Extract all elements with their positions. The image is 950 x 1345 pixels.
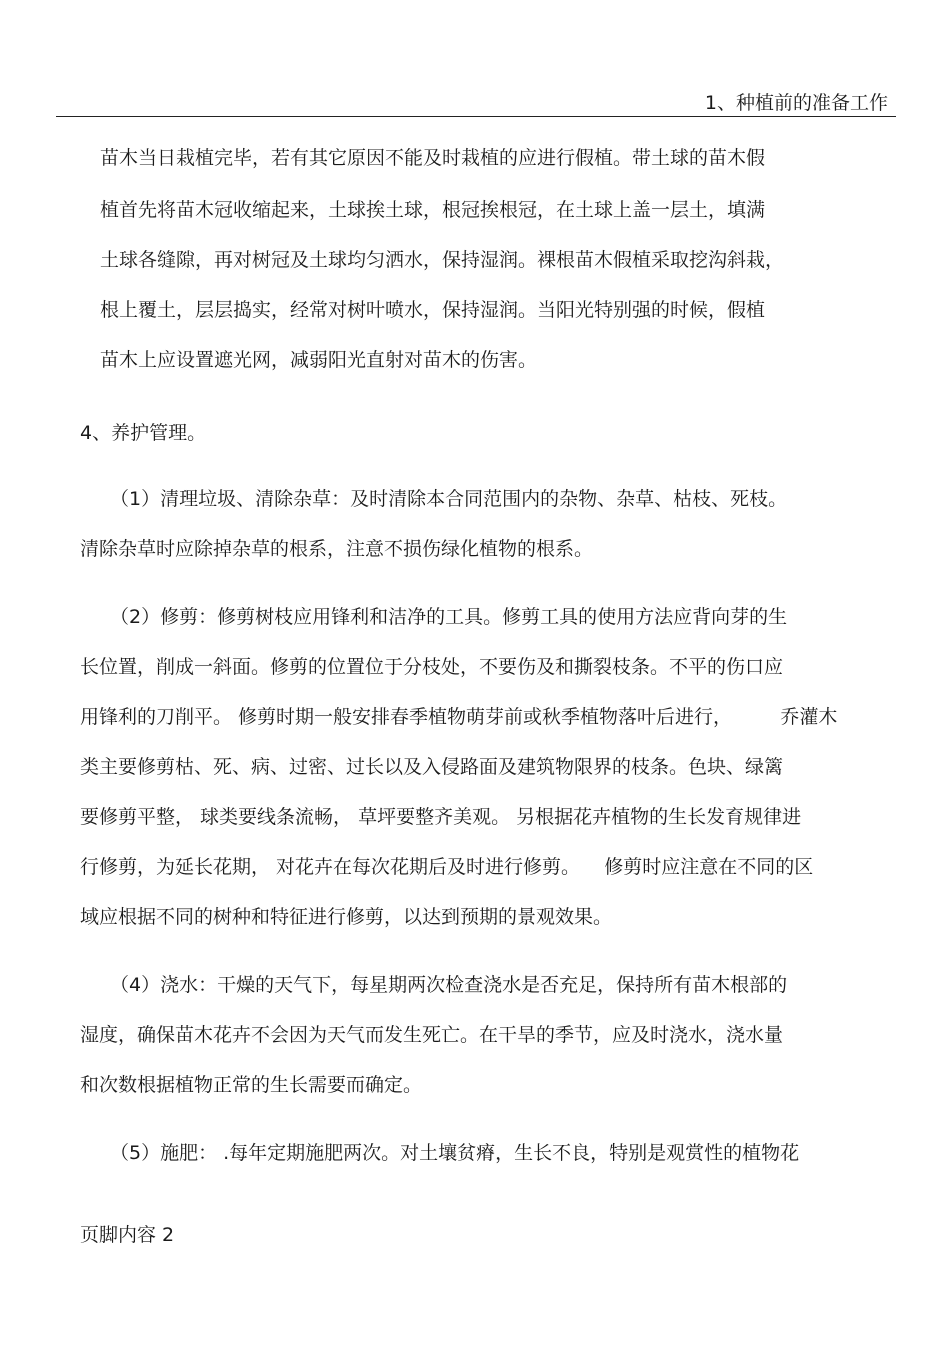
text-line: 苗木上应设置遮光网，减弱阳光直射对苗木的伤害。	[100, 349, 538, 371]
text-line: 和次数根据植物正常的生长需要而确定。	[80, 1074, 423, 1096]
page-header-title: 1、种植前的准备工作	[704, 92, 888, 114]
text-line: 湿度，确保苗木花卉不会因为天气而发生死亡。在干旱的季节，应及时浇水，浇水量	[80, 1024, 784, 1046]
page-footer: 页脚内容 2	[80, 1224, 175, 1246]
text-line: （4）浇水：干燥的天气下，每星期两次检查浇水是否充足，保持所有苗木根部的	[110, 974, 788, 996]
text-line: 行修剪，为延长花期， 对花卉在每次花期后及时进行修剪。 修剪时应注意在不同的区	[80, 856, 814, 878]
text-line: （5）施肥： .每年定期施肥两次。对土壤贫瘠，生长不良，特别是观赏性的植物花	[110, 1142, 800, 1164]
text-line: 苗木当日栽植完毕，若有其它原因不能及时栽植的应进行假植。带土球的苗木假	[100, 147, 766, 169]
text-line: 类主要修剪枯、死、病、过密、过长以及入侵路面及建筑物限界的枝条。色块、绿篱	[80, 756, 784, 778]
header-divider	[56, 116, 896, 117]
text-line: 4、养护管理。	[80, 422, 207, 444]
text-line: 域应根据不同的树种和特征进行修剪，以达到预期的景观效果。	[80, 906, 613, 928]
text-line: 要修剪平整， 球类要线条流畅， 草坪要整齐美观。 另根据花卉植物的生长发育规律进	[80, 806, 802, 828]
text-line: 清除杂草时应除掉杂草的根系，注意不损伤绿化植物的根系。	[80, 538, 594, 560]
text-line: 用锋利的刀削平。 修剪时期一般安排春季植物萌芽前或秋季植物落叶后进行， 乔灌木	[80, 706, 838, 728]
text-line: 植首先将苗木冠收缩起来，土球挨土球，根冠挨根冠，在土球上盖一层土，填满	[100, 199, 766, 221]
text-line: 土球各缝隙，再对树冠及土球均匀洒水，保持湿润。裸根苗木假植采取挖沟斜栽，	[100, 249, 785, 271]
text-line: 根上覆土，层层捣实，经常对树叶喷水，保持湿润。当阳光特别强的时候，假植	[100, 299, 766, 321]
text-line: （1）清理垃圾、清除杂草：及时清除本合同范围内的杂物、杂草、枯枝、死枝。	[110, 488, 788, 510]
text-line: （2）修剪：修剪树枝应用锋利和洁净的工具。修剪工具的使用方法应背向芽的生	[110, 606, 788, 628]
text-line: 长位置，削成一斜面。修剪的位置位于分枝处，不要伤及和撕裂枝条。不平的伤口应	[80, 656, 784, 678]
